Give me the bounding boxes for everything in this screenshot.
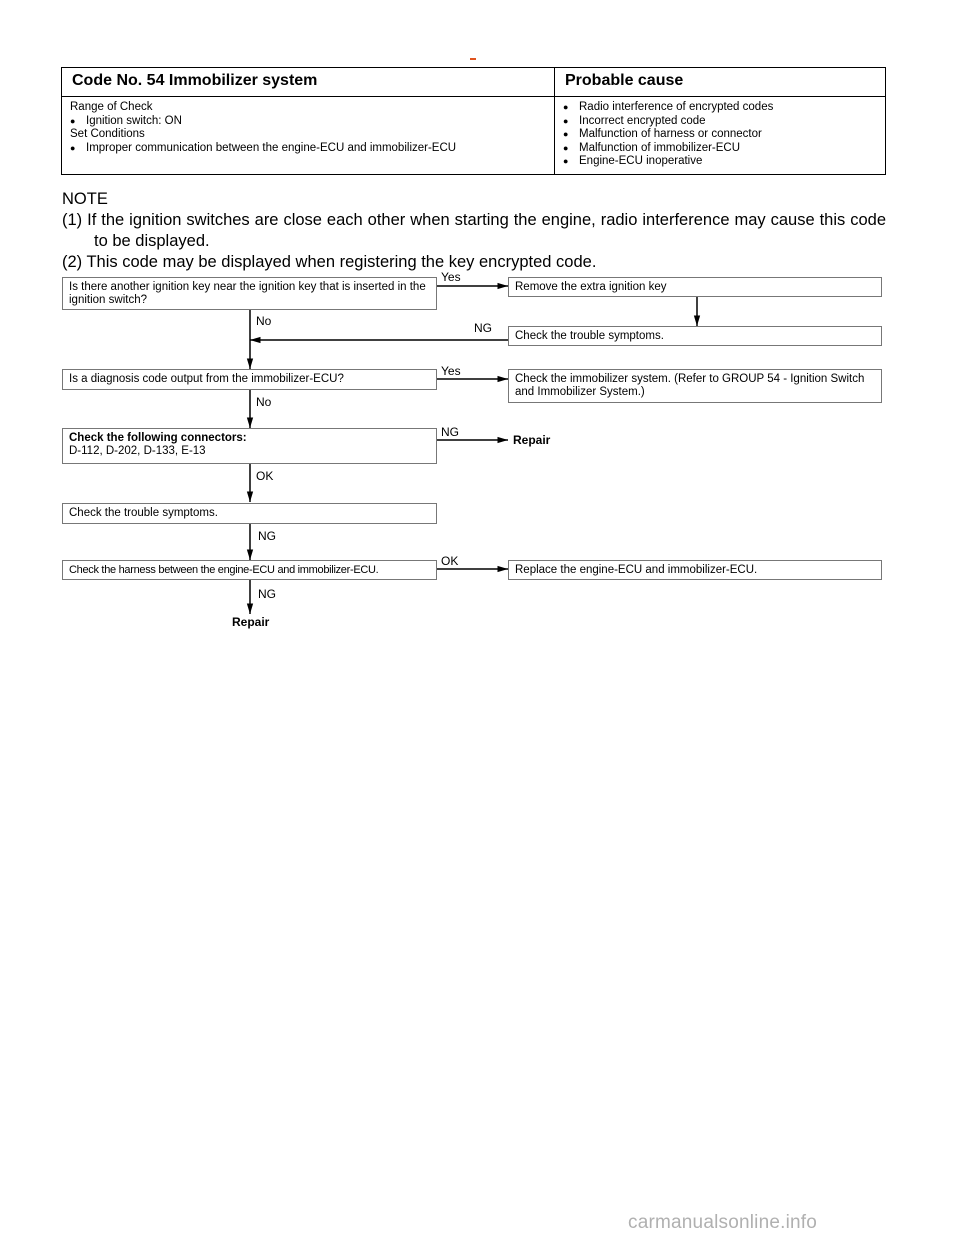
check2-ng-label: NG xyxy=(258,529,276,543)
note-title: NOTE xyxy=(62,190,108,208)
flow-action-check-immobilizer: Check the immobilizer system. (Refer to GROUP 54 - Ignition Switch and Immobilizer System.) xyxy=(508,369,882,403)
cause-item: ● Malfunction of immobilizer-ECU xyxy=(563,142,877,156)
q3-title: Check the following connectors: xyxy=(69,432,247,444)
note-item-1: (1) If the ignition switches are close each other when starting the engine, radio interference may cause this code to be displayed. xyxy=(62,211,886,250)
q3-detail: D-112, D-202, D-133, E-13 xyxy=(69,445,206,457)
flow-check-symptoms-2: Check the trouble symptoms. xyxy=(62,503,437,524)
q2-yes-label: Yes xyxy=(441,364,461,378)
q3-repair-label: Repair xyxy=(513,433,551,447)
flow-question-1: Is there another ignition key near the ignition key that is inserted in the ignition switch? xyxy=(62,277,437,310)
set-conditions-item: ● Improper communication between the engine-ECU and immobilizer-ECU xyxy=(70,142,546,156)
flow-question-2: Is a diagnosis code output from the immobilizer-ECU? xyxy=(62,369,437,390)
flow-question-4: Check the harness between the engine-ECU and immobilizer-ECU. xyxy=(62,560,437,580)
check1-ng-label: NG xyxy=(474,321,492,335)
range-title: Range of Check xyxy=(70,101,153,113)
flow-action-replace-ecu: Replace the engine-ECU and immobilizer-ECU. xyxy=(508,560,882,580)
q4-ng-label: NG xyxy=(258,587,276,601)
cause-item: ● Engine-ECU inoperative xyxy=(563,155,877,169)
cause-item: ● Incorrect encrypted code xyxy=(563,115,877,129)
q1-no-label: No xyxy=(256,314,272,328)
q2-no-label: No xyxy=(256,395,272,409)
q4-repair-label: Repair xyxy=(232,615,270,629)
probable-cause-header: Probable cause xyxy=(555,68,886,97)
flow-check-symptoms-1: Check the trouble symptoms. xyxy=(508,326,882,346)
code-header: Code No. 54 Immobilizer system xyxy=(62,68,555,97)
q3-ng-label: NG xyxy=(441,425,459,439)
q4-ok-label: OK xyxy=(441,554,459,568)
range-item: ● Ignition switch: ON xyxy=(70,115,546,129)
flow-question-3 xyxy=(62,428,437,464)
q1-yes-label: Yes xyxy=(441,270,461,284)
cause-item: ● Radio interference of encrypted codes xyxy=(563,101,877,115)
q3-ok-label: OK xyxy=(256,469,274,483)
watermark: carmanualsonline.info xyxy=(628,1212,818,1233)
cause-item: ● Malfunction of harness or connector xyxy=(563,128,877,142)
set-conditions-title: Set Conditions xyxy=(70,128,145,140)
flow-action-remove-key: Remove the extra ignition key xyxy=(508,277,882,297)
note-item-2: (2) This code may be displayed when registering the key encrypted code. xyxy=(62,253,597,271)
